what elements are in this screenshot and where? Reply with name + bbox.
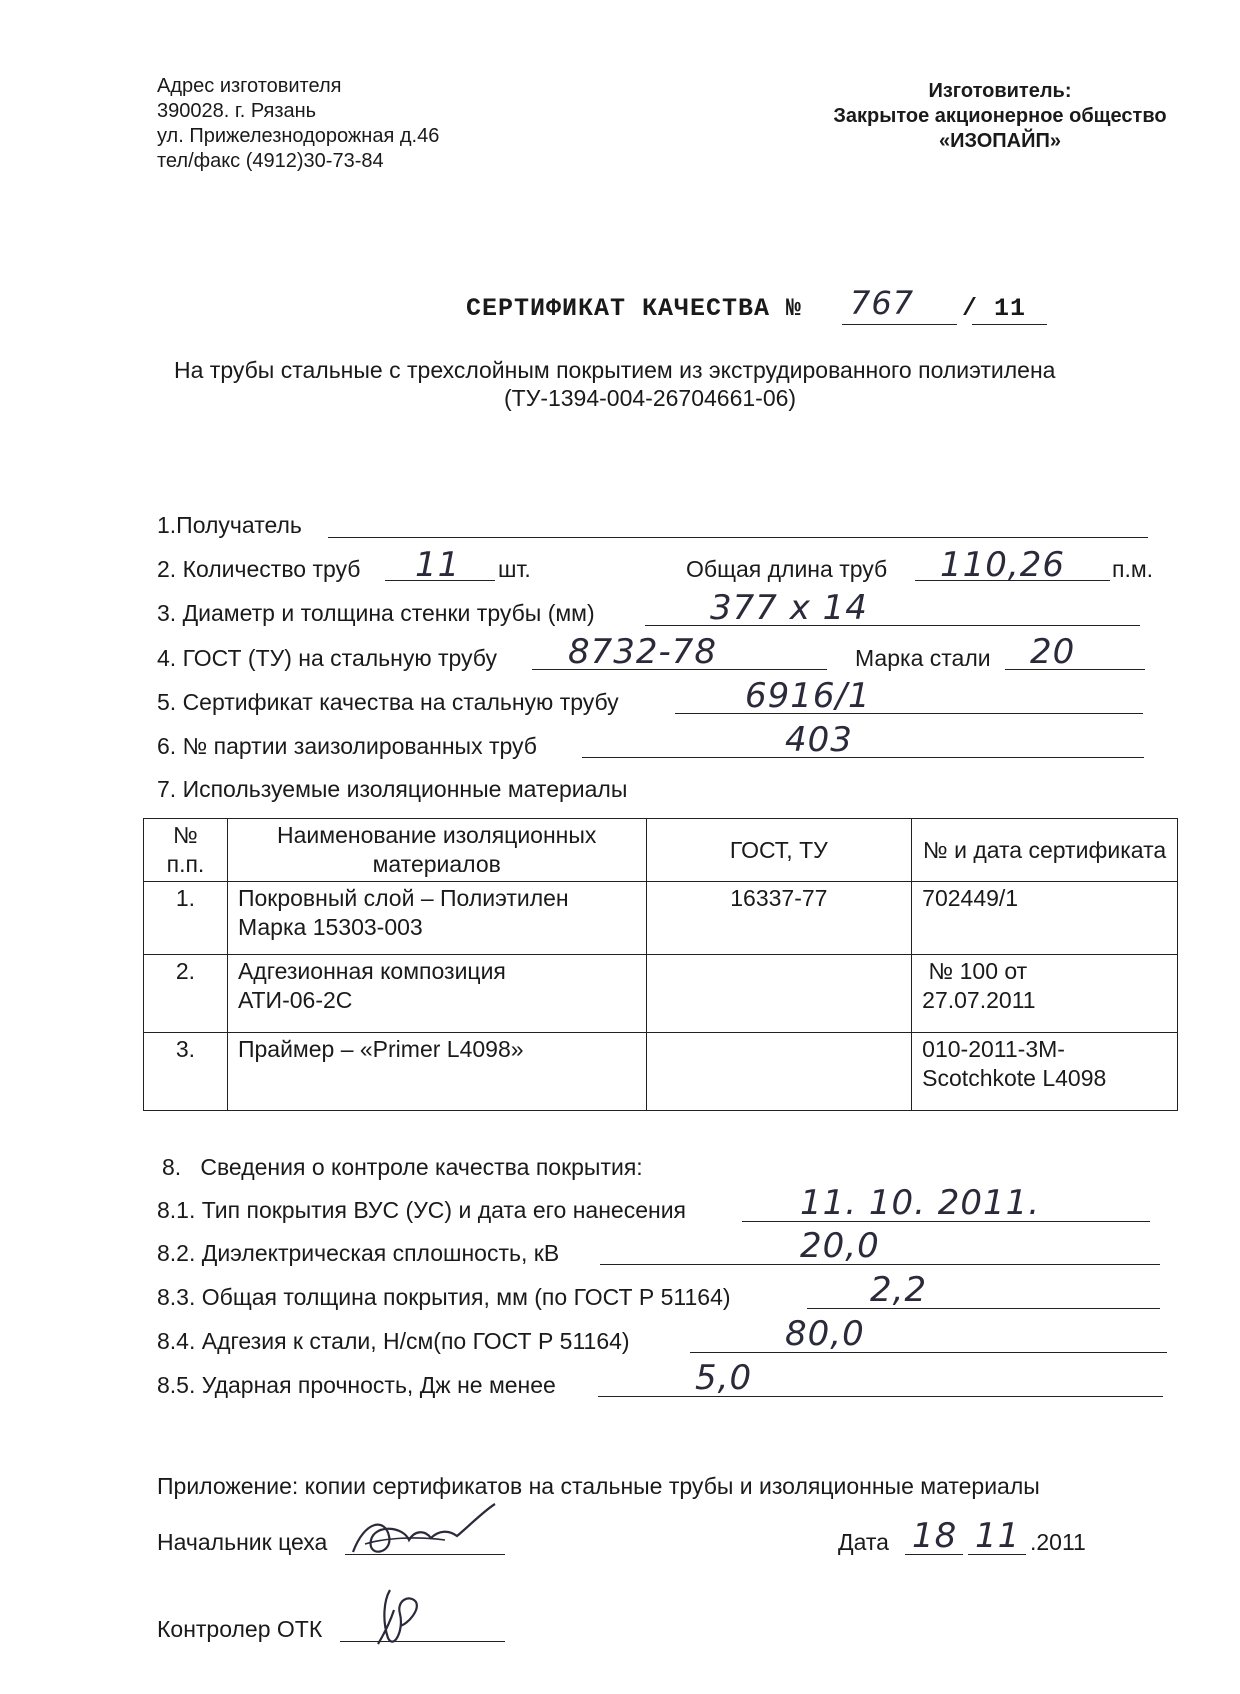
- pipe-qty-label: 2. Количество труб: [157, 556, 361, 582]
- manufacturer-label: Изготовитель:: [928, 80, 1072, 102]
- pipe-qty-unit: шт.: [498, 556, 531, 582]
- date-month: 11: [975, 1516, 1021, 1556]
- row-number: 2.: [144, 955, 228, 1033]
- certificate-line-2: 27.07.2011: [922, 987, 1036, 1013]
- material-name-line-2: Марка 15303-003: [237, 914, 423, 940]
- gost-value: 8732-78: [568, 632, 718, 672]
- material-name-line-1: Адгезионная композиция: [237, 958, 506, 984]
- diameter-label: 3. Диаметр и толщина стенки трубы (мм): [157, 600, 595, 626]
- manufacturer-line-2: «ИЗОПАЙП»: [938, 130, 1061, 152]
- row-certificate: [912, 882, 1178, 955]
- row-gost: [646, 955, 912, 1033]
- otk-signature: [360, 1580, 440, 1660]
- material-name-line-2: АТИ-06-2С: [237, 987, 353, 1013]
- steel-grade-value: 20: [1030, 632, 1076, 672]
- materials-table: [143, 818, 1178, 1111]
- pipe-cert-value: 6916/1: [745, 676, 871, 716]
- table-row: [144, 955, 1178, 1033]
- header-gost: ГОСТ, ТУ: [646, 819, 912, 882]
- recipient-label: 1.Получатель: [157, 512, 302, 538]
- table-header-row: [144, 819, 1178, 882]
- diameter-value: 377 х 14: [710, 588, 868, 628]
- address-line-2: ул. Прижелезнодорожная д.46: [157, 125, 440, 147]
- impact-label: 8.5. Ударная прочность, Дж не менее: [157, 1372, 556, 1398]
- thickness-label: 8.3. Общая толщина покрытия, мм (по ГОСТ Р 51164): [157, 1284, 731, 1310]
- header-material-name: Наименование изоляционных материалов: [227, 819, 646, 882]
- materials-label: 7. Используемые изоляционные материалы: [157, 776, 628, 802]
- row-certificate: [912, 1033, 1178, 1111]
- batch-label: 6. № партии заизолированных труб: [157, 733, 537, 759]
- manufacturer-block: [790, 79, 1210, 154]
- row-material: [227, 1033, 646, 1111]
- dielectric-value: 20,0: [800, 1226, 880, 1266]
- pipe-length-unit: п.м.: [1112, 556, 1154, 582]
- address-label: Адрес изготовителя: [157, 75, 342, 97]
- certificate-line-1: № 100 от: [922, 958, 1028, 984]
- manufacturer-address: [157, 74, 439, 174]
- certificate-title: СЕРТИФИКАТ КАЧЕСТВА №: [466, 294, 803, 323]
- certificate-number: 767: [850, 284, 915, 322]
- date-label: Дата: [838, 1529, 889, 1555]
- chief-label: Начальник цеха: [157, 1529, 328, 1555]
- appendix-note: Приложение: копии сертификатов на стальные трубы и изоляционные материалы: [157, 1473, 1040, 1499]
- date-year: .2011: [1030, 1529, 1086, 1555]
- material-name-line-1: Покровный слой – Полиэтилен: [237, 885, 569, 911]
- address-line-1: 390028. г. Рязань: [157, 100, 317, 122]
- certificate-line-1: 010-2011-3М-: [922, 1036, 1065, 1062]
- adhesion-label: 8.4. Адгезия к стали, Н/см(по ГОСТ Р 51164): [157, 1328, 630, 1354]
- row-gost: 16337-77: [646, 882, 912, 955]
- thickness-value: 2,2: [870, 1270, 928, 1310]
- quality-heading: 8. Сведения о контроле качества покрытия:: [162, 1154, 643, 1180]
- certificate-line-2: Scotchkote L4098: [922, 1065, 1107, 1091]
- header-certificate: № и дата сертификата: [912, 819, 1178, 882]
- pipe-length-label: Общая длина труб: [686, 556, 888, 582]
- pipe-length-value: 110,26: [940, 545, 1065, 585]
- otk-label: Контролер ОТК: [157, 1616, 323, 1642]
- dielectric-label: 8.2. Диэлектрическая сплошность, кВ: [157, 1240, 560, 1266]
- date-day: 18: [912, 1516, 958, 1556]
- certificate-line-1: 702449/1: [922, 885, 1019, 911]
- batch-value: 403: [785, 720, 853, 760]
- adhesion-value: 80,0: [785, 1314, 865, 1354]
- chief-signature: [345, 1500, 515, 1570]
- certificate-spec: (ТУ-1394-004-26704661-06): [504, 385, 797, 411]
- row-certificate: [912, 955, 1178, 1033]
- table-row: [144, 882, 1178, 955]
- manufacturer-line-1: Закрытое акционерное общество: [833, 105, 1167, 127]
- pipe-qty-value: 11: [415, 545, 461, 585]
- steel-grade-label: Марка стали: [855, 645, 991, 671]
- row-material: [227, 955, 646, 1033]
- row-number: 1.: [144, 882, 228, 955]
- header-number: № п.п.: [144, 819, 228, 882]
- row-number: 3.: [144, 1033, 228, 1111]
- certificate-subtitle: На трубы стальные с трехслойным покрытием из экструдированного полиэтилена: [174, 357, 1056, 383]
- material-name-line-1: Праймер – «Primer L4098»: [237, 1036, 524, 1062]
- impact-value: 5,0: [695, 1358, 753, 1398]
- row-gost: [646, 1033, 912, 1111]
- pipe-cert-label: 5. Сертификат качества на стальную трубу: [157, 689, 619, 715]
- coating-type-value: 11. 10. 2011.: [800, 1183, 1041, 1223]
- gost-label: 4. ГОСТ (ТУ) на стальную трубу: [157, 645, 497, 671]
- address-line-3: тел/факс (4912)30-73-84: [157, 150, 384, 172]
- row-material: [227, 882, 646, 955]
- table-row: [144, 1033, 1178, 1111]
- coating-type-label: 8.1. Тип покрытия ВУС (УС) и дата его нанесения: [157, 1197, 686, 1223]
- certificate-year: / 11: [962, 294, 1027, 323]
